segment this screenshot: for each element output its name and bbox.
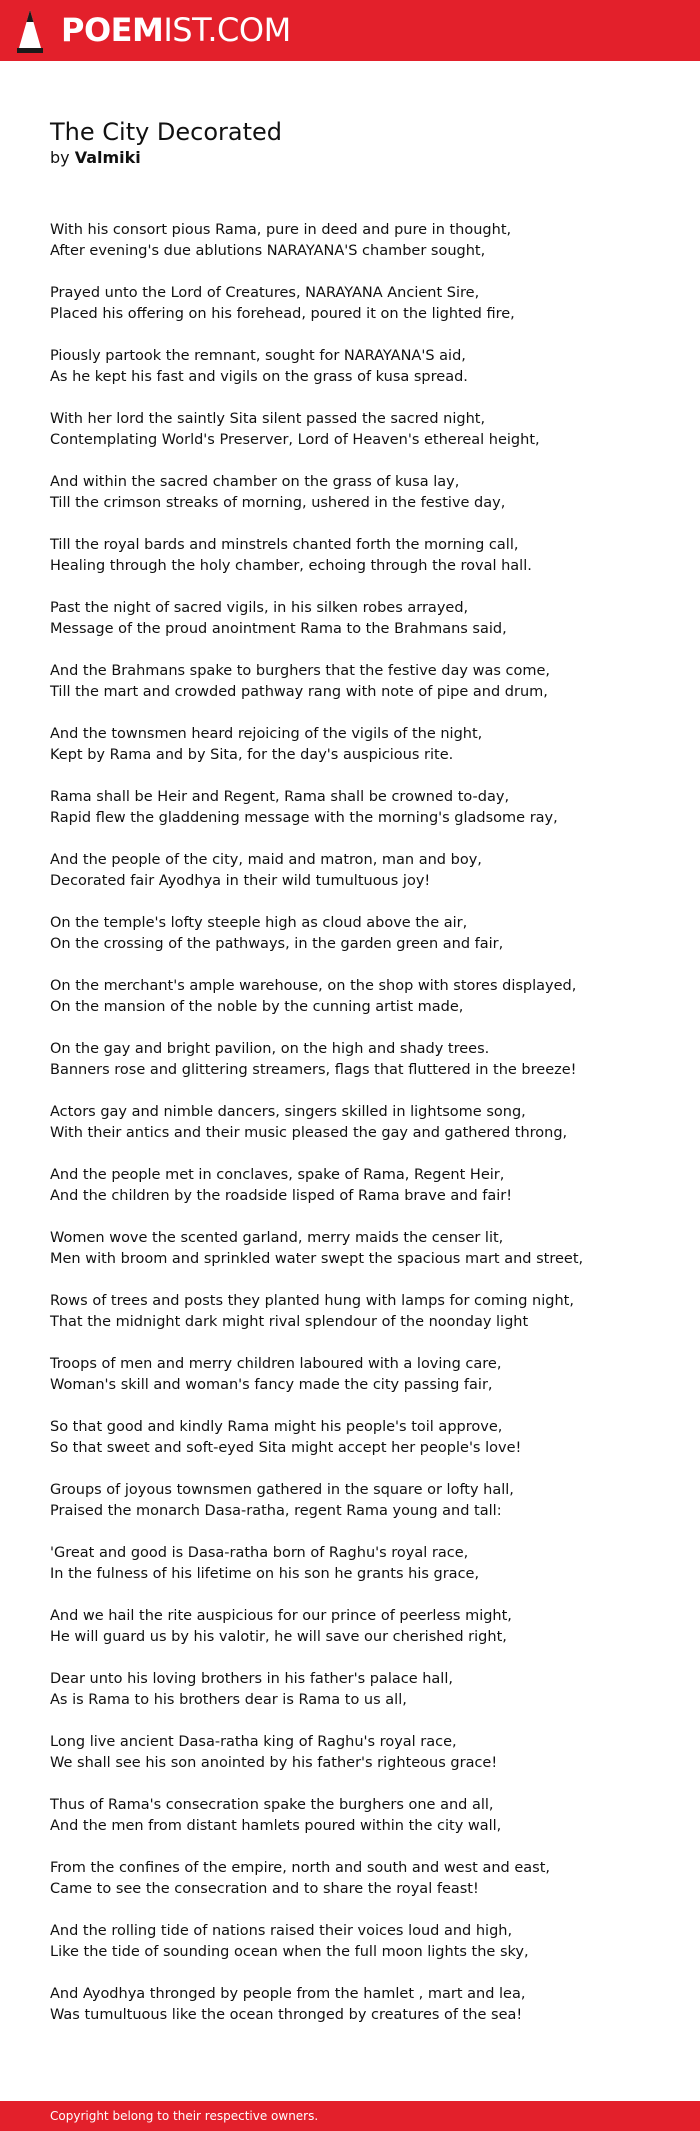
poem-line: With their antics and their music pleased the gay and gathered throng, bbox=[50, 1125, 568, 1141]
poem-line: Dear unto his loving brothers in his father's palace hall, bbox=[50, 1671, 453, 1687]
poem-line: And the townsmen heard rejoicing of the vigils of the night, bbox=[50, 726, 483, 742]
poem-line: 'Great and good is Dasa-ratha born of Raghu's royal race, bbox=[50, 1545, 469, 1561]
stanza bbox=[50, 346, 670, 409]
stanza bbox=[50, 787, 670, 850]
copyright-text: Copyright belong to their respective owners. bbox=[50, 2109, 319, 2123]
poem-line: Woman's skill and woman's fancy made the city passing fair, bbox=[50, 1377, 493, 1393]
stanza bbox=[50, 1417, 670, 1480]
stanza bbox=[50, 976, 670, 1039]
poem-line: Rapid flew the gladdening message with the morning's gladsome ray, bbox=[50, 810, 558, 826]
stanza bbox=[50, 1795, 670, 1858]
poem-line: Rows of trees and posts they planted hung with lamps for coming night, bbox=[50, 1293, 574, 1309]
poem-line: On the mansion of the noble by the cunning artist made, bbox=[50, 999, 464, 1015]
stanza bbox=[50, 220, 670, 283]
poem-line: Women wove the scented garland, merry maids the censer lit, bbox=[50, 1230, 504, 1246]
poem-line: And within the sacred chamber on the grass of kusa lay, bbox=[50, 474, 460, 490]
stanza bbox=[50, 1858, 670, 1921]
poem-line: On the merchant's ample warehouse, on the shop with stores displayed, bbox=[50, 978, 577, 994]
poem-line: Contemplating World's Preserver, Lord of Heaven's ethereal height, bbox=[50, 432, 540, 448]
stanza bbox=[50, 1102, 670, 1165]
stanza bbox=[50, 724, 670, 787]
stanza bbox=[50, 850, 670, 913]
poem-line: He will guard us by his valotir, he will save our cherished right, bbox=[50, 1629, 507, 1645]
poem-line: Kept by Rama and by Sita, for the day's auspicious rite. bbox=[50, 747, 454, 763]
poem-line: Long live ancient Dasa-ratha king of Raghu's royal race, bbox=[50, 1734, 457, 1750]
stanza bbox=[50, 598, 670, 661]
poem-line: On the gay and bright pavilion, on the high and shady trees. bbox=[50, 1041, 490, 1057]
poem-line: So that sweet and soft-eyed Sita might accept her people's love! bbox=[50, 1440, 522, 1456]
stanza bbox=[50, 535, 670, 598]
poem-line: Decorated fair Ayodhya in their wild tumultuous joy! bbox=[50, 873, 431, 889]
poem-line: Thus of Rama's consecration spake the burghers one and all, bbox=[50, 1797, 494, 1813]
poem-line: Past the night of sacred vigils, in his silken robes arrayed, bbox=[50, 600, 469, 616]
poem-line: Groups of joyous townsmen gathered in the square or lofty hall, bbox=[50, 1482, 514, 1498]
poem-line: As is Rama to his brothers dear is Rama to us all, bbox=[50, 1692, 407, 1708]
poem-line: That the midnight dark might rival splendour of the noonday light bbox=[50, 1314, 529, 1330]
stanza bbox=[50, 1291, 670, 1354]
stanza bbox=[50, 1039, 670, 1102]
poem-line: Till the royal bards and minstrels chanted forth the morning call, bbox=[50, 537, 519, 553]
poem-line: And the people of the city, maid and matron, man and boy, bbox=[50, 852, 482, 868]
stanza bbox=[50, 1984, 670, 2047]
site-header bbox=[0, 0, 700, 61]
stanza bbox=[50, 661, 670, 724]
poem-line: Was tumultuous like the ocean thronged by creatures of the sea! bbox=[50, 2007, 523, 2023]
poem-line: As he kept his fast and vigils on the grass of kusa spread. bbox=[50, 369, 468, 385]
pencil-icon bbox=[15, 10, 45, 54]
stanza bbox=[50, 1228, 670, 1291]
by-label: by bbox=[50, 148, 70, 167]
logo-light-text: IST.COM bbox=[163, 11, 291, 49]
poem-body bbox=[50, 220, 670, 2047]
poem-line: Men with broom and sprinkled water swept the spacious mart and street, bbox=[50, 1251, 584, 1267]
poem-line: From the confines of the empire, north and south and west and east, bbox=[50, 1860, 550, 1876]
poem-line: Piously partook the remnant, sought for NARAYANA'S aid, bbox=[50, 348, 466, 364]
stanza bbox=[50, 283, 670, 346]
stanza bbox=[50, 1543, 670, 1606]
poem-line: So that good and kindly Rama might his people's toil approve, bbox=[50, 1419, 503, 1435]
poem-line: And we hail the rite auspicious for our prince of peerless might, bbox=[50, 1608, 512, 1624]
poem-line: And the men from distant hamlets poured within the city wall, bbox=[50, 1818, 502, 1834]
stanza bbox=[50, 1354, 670, 1417]
poem-line: Healing through the holy chamber, echoing through the roval hall. bbox=[50, 558, 532, 574]
poem-line: And the Brahmans spake to burghers that the festive day was come, bbox=[50, 663, 550, 679]
poem-line: And the children by the roadside lisped of Rama brave and fair! bbox=[50, 1188, 513, 1204]
poem-line: With his consort pious Rama, pure in deed and pure in thought, bbox=[50, 222, 512, 238]
byline bbox=[50, 148, 141, 168]
stanza bbox=[50, 1480, 670, 1543]
author-link[interactable]: Valmiki bbox=[74, 148, 141, 167]
poem-line: And the rolling tide of nations raised their voices loud and high, bbox=[50, 1923, 513, 1939]
poem-line: Placed his offering on his forehead, poured it on the lighted fire, bbox=[50, 306, 515, 322]
logo-bold-text: POEM bbox=[61, 11, 164, 49]
poem-line: Till the crimson streaks of morning, ushered in the festive day, bbox=[50, 495, 506, 511]
poem-line: Came to see the consecration and to share the royal feast! bbox=[50, 1881, 479, 1897]
poem-line: Banners rose and glittering streamers, flags that fluttered in the breeze! bbox=[50, 1062, 577, 1078]
poem-line: Prayed unto the Lord of Creatures, NARAYANA Ancient Sire, bbox=[50, 285, 480, 301]
stanza bbox=[50, 409, 670, 472]
poem-line: On the crossing of the pathways, in the garden green and fair, bbox=[50, 936, 504, 952]
poem-line: On the temple's lofty steeple high as cloud above the air, bbox=[50, 915, 468, 931]
poem-line: And Ayodhya thronged by people from the hamlet , mart and lea, bbox=[50, 1986, 526, 2002]
site-footer bbox=[0, 2101, 700, 2131]
poem-line: And the people met in conclaves, spake of Rama, Regent Heir, bbox=[50, 1167, 505, 1183]
poem-line: Troops of men and merry children laboured with a loving care, bbox=[50, 1356, 502, 1372]
stanza bbox=[50, 472, 670, 535]
site-logo[interactable] bbox=[61, 10, 291, 50]
stanza bbox=[50, 1165, 670, 1228]
stanza bbox=[50, 1921, 670, 1984]
poem-line: Like the tide of sounding ocean when the full moon lights the sky, bbox=[50, 1944, 529, 1960]
poem-line: In the fulness of his lifetime on his son he grants his grace, bbox=[50, 1566, 480, 1582]
poem-line: Praised the monarch Dasa-ratha, regent Rama young and tall: bbox=[50, 1503, 502, 1519]
poem-line: Till the mart and crowded pathway rang with note of pipe and drum, bbox=[50, 684, 548, 700]
stanza bbox=[50, 1606, 670, 1669]
stanza bbox=[50, 913, 670, 976]
poem-title: The City Decorated bbox=[50, 118, 283, 146]
stanza bbox=[50, 1669, 670, 1732]
poem-line: Rama shall be Heir and Regent, Rama shall be crowned to-day, bbox=[50, 789, 510, 805]
poem-line: With her lord the saintly Sita silent passed the sacred night, bbox=[50, 411, 486, 427]
poem-line: After evening's due ablutions NARAYANA'S chamber sought, bbox=[50, 243, 486, 259]
poem-line: We shall see his son anointed by his father's righteous grace! bbox=[50, 1755, 498, 1771]
poem-line: Message of the proud anointment Rama to the Brahmans said, bbox=[50, 621, 507, 637]
stanza bbox=[50, 1732, 670, 1795]
poem-line: Actors gay and nimble dancers, singers skilled in lightsome song, bbox=[50, 1104, 526, 1120]
